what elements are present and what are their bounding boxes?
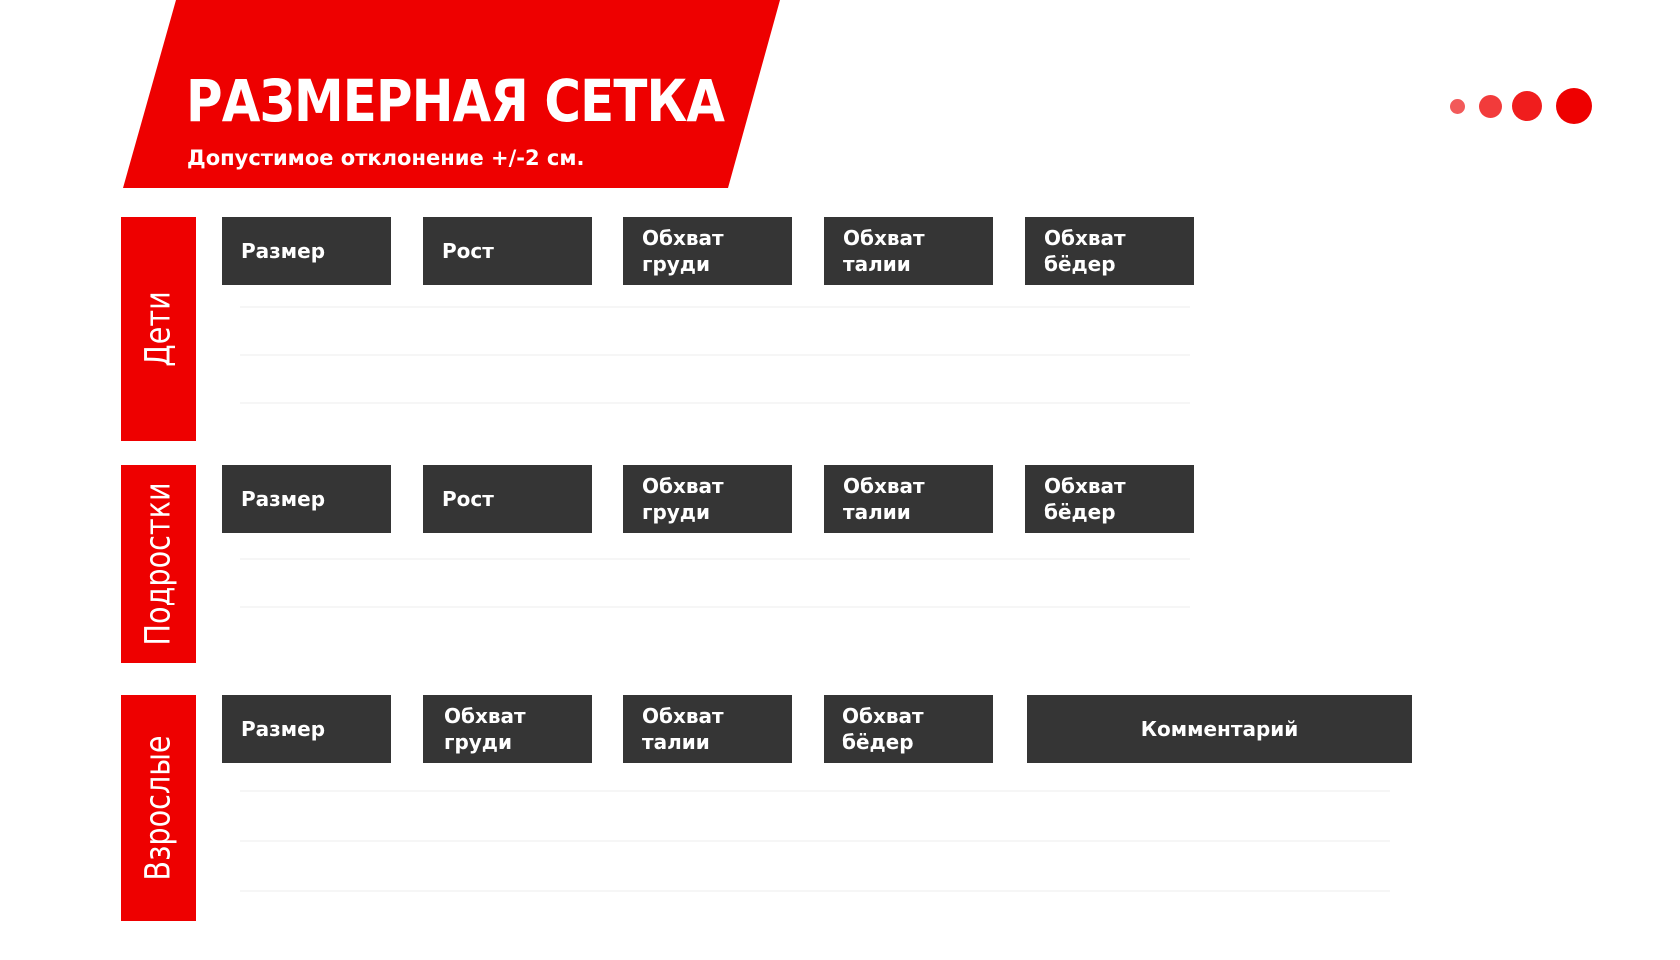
header-cell-chest: Обхват груди	[623, 465, 792, 533]
section-label-adults	[121, 695, 196, 921]
dot-large	[1512, 91, 1542, 121]
placeholder-line	[240, 402, 1190, 404]
placeholder-line	[240, 354, 1190, 356]
placeholder-line	[240, 306, 1190, 308]
section-label-text: Подростки	[138, 482, 178, 646]
header-cell-size: Размер	[222, 695, 391, 763]
page-title: РАЗМЕРНАЯ СЕТКА	[186, 67, 725, 135]
header-cell-waist: Обхват талии	[623, 695, 792, 763]
header-cell-height: Рост	[423, 217, 592, 285]
section-label-kids	[121, 217, 196, 441]
placeholder-line	[240, 890, 1390, 892]
placeholder-line	[240, 790, 1390, 792]
section-label-text: Дети	[138, 291, 178, 367]
header-cell-chest: Обхват груди	[623, 217, 792, 285]
header-cell-size: Размер	[222, 217, 391, 285]
header-cell-hips: Обхват бёдер	[1025, 217, 1194, 285]
placeholder-line	[240, 558, 1190, 560]
page-subtitle: Допустимое отклонение +/-2 см.	[187, 146, 585, 170]
header-cell-hips: Обхват бёдер	[824, 695, 993, 763]
header-cell-hips: Обхват бёдер	[1025, 465, 1194, 533]
section-label-teens	[121, 465, 196, 663]
header-cell-size: Размер	[222, 465, 391, 533]
header-cell-chest: Обхват груди	[423, 695, 592, 763]
header-cell-waist: Обхват талии	[824, 465, 993, 533]
header-cell-waist: Обхват талии	[824, 217, 993, 285]
dot-medium	[1479, 95, 1502, 118]
placeholder-line	[240, 840, 1390, 842]
header-cell-comment: Комментарий	[1027, 695, 1412, 763]
placeholder-line	[240, 606, 1190, 608]
header-cell-height: Рост	[423, 465, 592, 533]
dot-small	[1450, 99, 1465, 114]
section-label-text: Взрослые	[138, 735, 178, 881]
decorative-dots	[1450, 88, 1610, 124]
dot-xlarge	[1556, 88, 1592, 124]
